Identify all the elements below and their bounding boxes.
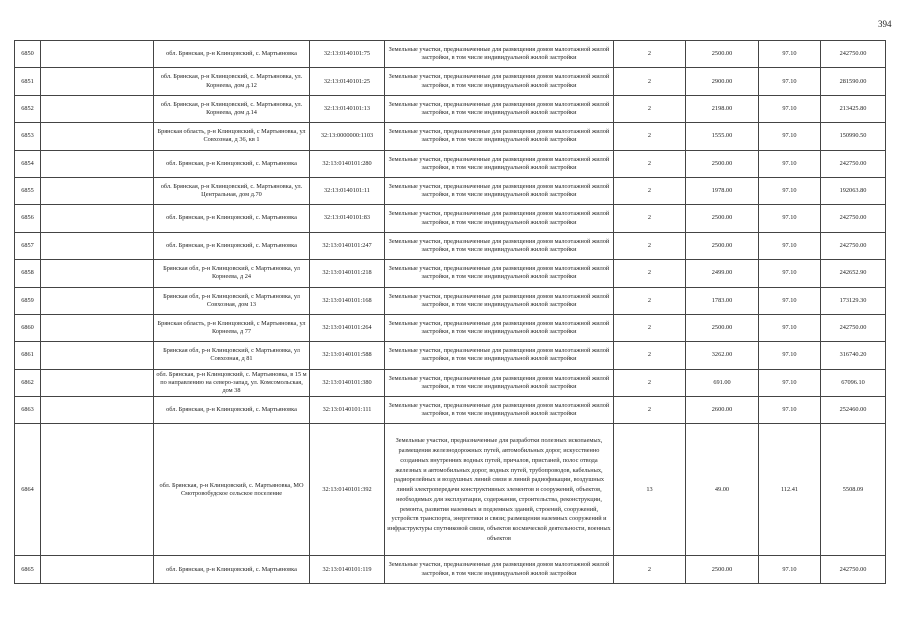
group-cell: 2 xyxy=(614,68,686,95)
cadastral-value-cell: 242750.00 xyxy=(821,232,886,259)
empty-cell xyxy=(41,150,154,177)
group-cell: 2 xyxy=(614,95,686,122)
address-cell: Брянская обл, р-н Клинцовский, с Мартьяновка, ул Совхозная, дом 13 xyxy=(154,287,310,314)
empty-cell xyxy=(41,205,154,232)
address-cell: обл. Брянская, р-н Клинцовский, с. Мартьяновка, ул. Корнеева, дом д.12 xyxy=(154,68,310,95)
cadastral-value-cell: 242750.00 xyxy=(821,314,886,341)
group-cell: 2 xyxy=(614,369,686,396)
rate-cell: 97.10 xyxy=(759,177,821,204)
empty-cell xyxy=(41,260,154,287)
area-cell: 49.00 xyxy=(686,424,759,556)
land-use-cell: Земельные участки, предназначенные для размещения домов малоэтажной жилой застройки, в том числе индивидуальной жилой застройки xyxy=(385,260,614,287)
cadastral-value-cell: 242750.00 xyxy=(821,150,886,177)
area-cell: 691.00 xyxy=(686,369,759,396)
cadastral-value-cell: 242750.00 xyxy=(821,556,886,583)
page-number: 394 xyxy=(878,19,892,29)
land-use-cell: Земельные участки, предназначенные для размещения домов малоэтажной жилой застройки, в том числе индивидуальной жилой застройки xyxy=(385,342,614,369)
group-cell: 2 xyxy=(614,205,686,232)
area-cell: 2500.00 xyxy=(686,232,759,259)
group-cell: 2 xyxy=(614,314,686,341)
empty-cell xyxy=(41,123,154,150)
table-row xyxy=(15,41,886,68)
group-cell: 2 xyxy=(614,232,686,259)
empty-cell xyxy=(41,95,154,122)
land-use-cell: Земельные участки, предназначенные для размещения домов малоэтажной жилой застройки, в том числе индивидуальной жилой застройки xyxy=(385,123,614,150)
group-cell: 2 xyxy=(614,150,686,177)
land-use-cell: Земельные участки, предназначенные для размещения домов малоэтажной жилой застройки, в том числе индивидуальной жилой застройки xyxy=(385,556,614,583)
table-row xyxy=(15,369,886,396)
rate-cell: 97.10 xyxy=(759,556,821,583)
rate-cell: 97.10 xyxy=(759,397,821,424)
rate-cell: 112.41 xyxy=(759,424,821,556)
address-cell: обл. Брянская, р-н Клинцовский, с. Мартьяновка xyxy=(154,232,310,259)
cadastral-value-cell: 192063.80 xyxy=(821,177,886,204)
land-use-cell: Земельные участки, предназначенные для размещения домов малоэтажной жилой застройки, в том числе индивидуальной жилой застройки xyxy=(385,150,614,177)
rate-cell: 97.10 xyxy=(759,314,821,341)
table-row xyxy=(15,232,886,259)
table-row xyxy=(15,95,886,122)
empty-cell xyxy=(41,342,154,369)
row-number: 6852 xyxy=(15,95,41,122)
cadastral-number-cell: 32:13:0140101:25 xyxy=(310,68,385,95)
cadastral-value-cell: 281590.00 xyxy=(821,68,886,95)
address-cell: обл. Брянская, р-н Клинцовский, с. Мартьяновка xyxy=(154,205,310,232)
cadastral-value-cell: 316740.20 xyxy=(821,342,886,369)
group-cell: 2 xyxy=(614,123,686,150)
row-number: 6859 xyxy=(15,287,41,314)
cadastral-number-cell: 32:13:0000000:1103 xyxy=(310,123,385,150)
area-cell: 2500.00 xyxy=(686,41,759,68)
rate-cell: 97.10 xyxy=(759,95,821,122)
empty-cell xyxy=(41,41,154,68)
row-number: 6861 xyxy=(15,342,41,369)
table-row xyxy=(15,314,886,341)
address-cell: обл. Брянская, р-н Клинцовский, с. Мартьяновка xyxy=(154,397,310,424)
address-cell: обл. Брянская, р-н Клинцовский, с. Мартьяновка, МО Смотровобудское сельское поселение xyxy=(154,424,310,556)
empty-cell xyxy=(41,232,154,259)
empty-cell xyxy=(41,68,154,95)
cadastral-number-cell: 32:13:0140101:75 xyxy=(310,41,385,68)
address-cell: Брянская обл, р-н Клинцовский, с Мартьяновка, ул Совхозная, д 81 xyxy=(154,342,310,369)
cadastral-value-cell: 67096.10 xyxy=(821,369,886,396)
land-use-cell: Земельные участки, предназначенные для размещения домов малоэтажной жилой застройки, в том числе индивидуальной жилой застройки xyxy=(385,41,614,68)
address-cell: обл. Брянская, р-н Клинцовский, с. Мартьяновка, ул. Корнеева, дом д.14 xyxy=(154,95,310,122)
cadastral-number-cell: 32:13:0140101:83 xyxy=(310,205,385,232)
row-number: 6853 xyxy=(15,123,41,150)
land-registry-table xyxy=(14,40,886,584)
land-use-cell: Земельные участки, предназначенные для размещения домов малоэтажной жилой застройки, в том числе индивидуальной жилой застройки xyxy=(385,95,614,122)
cadastral-number-cell: 32:13:0140101:280 xyxy=(310,150,385,177)
group-cell: 2 xyxy=(614,260,686,287)
cadastral-number-cell: 32:13:0140101:11 xyxy=(310,177,385,204)
table-row xyxy=(15,556,886,583)
rate-cell: 97.10 xyxy=(759,123,821,150)
row-number: 6856 xyxy=(15,205,41,232)
row-number: 6857 xyxy=(15,232,41,259)
rate-cell: 97.10 xyxy=(759,260,821,287)
area-cell: 1555.00 xyxy=(686,123,759,150)
empty-cell xyxy=(41,397,154,424)
cadastral-number-cell: 32:13:0140101:380 xyxy=(310,369,385,396)
address-cell: Брянская область, р-н Клинцовский, с Мартьяновка, ул Совхозная, д 36, кв 1 xyxy=(154,123,310,150)
land-use-cell: Земельные участки, предназначенные для размещения домов малоэтажной жилой застройки, в том числе индивидуальной жилой застройки xyxy=(385,68,614,95)
row-number: 6850 xyxy=(15,41,41,68)
row-number: 6862 xyxy=(15,369,41,396)
area-cell: 2500.00 xyxy=(686,205,759,232)
table-row xyxy=(15,205,886,232)
area-cell: 2600.00 xyxy=(686,397,759,424)
empty-cell xyxy=(41,287,154,314)
land-use-cell: Земельные участки, предназначенные для размещения домов малоэтажной жилой застройки, в том числе индивидуальной жилой застройки xyxy=(385,232,614,259)
cadastral-value-cell: 5508.09 xyxy=(821,424,886,556)
cadastral-number-cell: 32:13:0140101:13 xyxy=(310,95,385,122)
cadastral-number-cell: 32:13:0140101:264 xyxy=(310,314,385,341)
row-number: 6855 xyxy=(15,177,41,204)
empty-cell xyxy=(41,177,154,204)
area-cell: 2500.00 xyxy=(686,556,759,583)
land-use-cell: Земельные участки, предназначенные для размещения домов малоэтажной жилой застройки, в том числе индивидуальной жилой застройки xyxy=(385,177,614,204)
registry-body xyxy=(15,41,886,584)
land-use-cell: Земельные участки, предназначенные для размещения домов малоэтажной жилой застройки, в том числе индивидуальной жилой застройки xyxy=(385,287,614,314)
area-cell: 2900.00 xyxy=(686,68,759,95)
row-number: 6860 xyxy=(15,314,41,341)
rate-cell: 97.10 xyxy=(759,205,821,232)
empty-cell xyxy=(41,556,154,583)
cadastral-value-cell: 242652.90 xyxy=(821,260,886,287)
rate-cell: 97.10 xyxy=(759,342,821,369)
land-use-cell: Земельные участки, предназначенные для размещения домов малоэтажной жилой застройки, в том числе индивидуальной жилой застройки xyxy=(385,397,614,424)
cadastral-number-cell: 32:13:0140101:218 xyxy=(310,260,385,287)
rate-cell: 97.10 xyxy=(759,369,821,396)
area-cell: 2499.00 xyxy=(686,260,759,287)
row-number: 6854 xyxy=(15,150,41,177)
area-cell: 2500.00 xyxy=(686,150,759,177)
group-cell: 2 xyxy=(614,177,686,204)
land-use-cell: Земельные участки, предназначенные для размещения домов малоэтажной жилой застройки, в том числе индивидуальной жилой застройки xyxy=(385,314,614,341)
area-cell: 1783.00 xyxy=(686,287,759,314)
row-number: 6864 xyxy=(15,424,41,556)
table-row xyxy=(15,342,886,369)
area-cell: 3262.00 xyxy=(686,342,759,369)
area-cell: 2500.00 xyxy=(686,314,759,341)
empty-cell xyxy=(41,314,154,341)
address-cell: обл. Брянская, р-н Клинцовский, с. Мартьяновка, в 15 м по направлению на северо-запад, ул. Комсомольская, дом 38 xyxy=(154,369,310,396)
rate-cell: 97.10 xyxy=(759,150,821,177)
empty-cell xyxy=(41,424,154,556)
address-cell: обл. Брянская, р-н Клинцовский, с. Мартьяновка xyxy=(154,150,310,177)
cadastral-number-cell: 32:13:0140101:588 xyxy=(310,342,385,369)
row-number: 6851 xyxy=(15,68,41,95)
table-row xyxy=(15,260,886,287)
empty-cell xyxy=(41,369,154,396)
row-number: 6858 xyxy=(15,260,41,287)
group-cell: 2 xyxy=(614,397,686,424)
table-row xyxy=(15,287,886,314)
rate-cell: 97.10 xyxy=(759,41,821,68)
land-use-cell: Земельные участки, предназначенные для разработки полезных ископаемых, размещения железнодорожных путей, автомобильных дорог, искусственно созданных внутренних водных путей, причалов, пристаней, полос отвода железных и автомобильных дорог, водных путей, трубопроводов, кабельных, радиорелейных и воздушных линий связи и линий радиофикации, воздушных линий электропередачи конструктивных элементов и сооружений, объектов, необходимых для эксплуатации, содержания, строительства, реконструкции, ремонта, развития наземных и подземных зданий, строений, сооружений, устройств транспорта, энергетики и связи; размещения наземных сооружений и инфраструктуры спутниковой связи, объектов космической деятельности, военных объектов xyxy=(385,424,614,556)
rate-cell: 97.10 xyxy=(759,68,821,95)
cadastral-number-cell: 32:13:0140101:119 xyxy=(310,556,385,583)
group-cell: 2 xyxy=(614,556,686,583)
cadastral-value-cell: 242750.00 xyxy=(821,205,886,232)
area-cell: 2198.00 xyxy=(686,95,759,122)
group-cell: 13 xyxy=(614,424,686,556)
rate-cell: 97.10 xyxy=(759,232,821,259)
cadastral-number-cell: 32:13:0140101:247 xyxy=(310,232,385,259)
cadastral-value-cell: 252460.00 xyxy=(821,397,886,424)
row-number: 6863 xyxy=(15,397,41,424)
table-row xyxy=(15,397,886,424)
cadastral-value-cell: 213425.80 xyxy=(821,95,886,122)
cadastral-value-cell: 150990.50 xyxy=(821,123,886,150)
area-cell: 1978.00 xyxy=(686,177,759,204)
address-cell: Брянская обл, р-н Клинцовский, с Мартьяновка, ул Корнеева, д 24 xyxy=(154,260,310,287)
address-cell: обл. Брянская, р-н Клинцовский, с. Мартьяновка xyxy=(154,41,310,68)
cadastral-value-cell: 242750.00 xyxy=(821,41,886,68)
cadastral-value-cell: 173129.30 xyxy=(821,287,886,314)
address-cell: Брянская область, р-н Клинцовский, с Мартьяновка, ул Корнеева, д 77 xyxy=(154,314,310,341)
group-cell: 2 xyxy=(614,342,686,369)
cadastral-number-cell: 32:13:0140101:392 xyxy=(310,424,385,556)
cadastral-number-cell: 32:13:0140101:111 xyxy=(310,397,385,424)
land-use-cell: Земельные участки, предназначенные для размещения домов малоэтажной жилой застройки, в том числе индивидуальной жилой застройки xyxy=(385,369,614,396)
table-row xyxy=(15,150,886,177)
table-row xyxy=(15,177,886,204)
row-number: 6865 xyxy=(15,556,41,583)
table-row xyxy=(15,123,886,150)
table-row xyxy=(15,68,886,95)
table-row xyxy=(15,424,886,556)
group-cell: 2 xyxy=(614,41,686,68)
address-cell: обл. Брянская, р-н Клинцовский, с. Мартьяновка, ул. Центральная, дом д.70 xyxy=(154,177,310,204)
rate-cell: 97.10 xyxy=(759,287,821,314)
land-use-cell: Земельные участки, предназначенные для размещения домов малоэтажной жилой застройки, в том числе индивидуальной жилой застройки xyxy=(385,205,614,232)
address-cell: обл. Брянская, р-н Клинцовский, с. Мартьяновка xyxy=(154,556,310,583)
group-cell: 2 xyxy=(614,287,686,314)
cadastral-number-cell: 32:13:0140101:168 xyxy=(310,287,385,314)
